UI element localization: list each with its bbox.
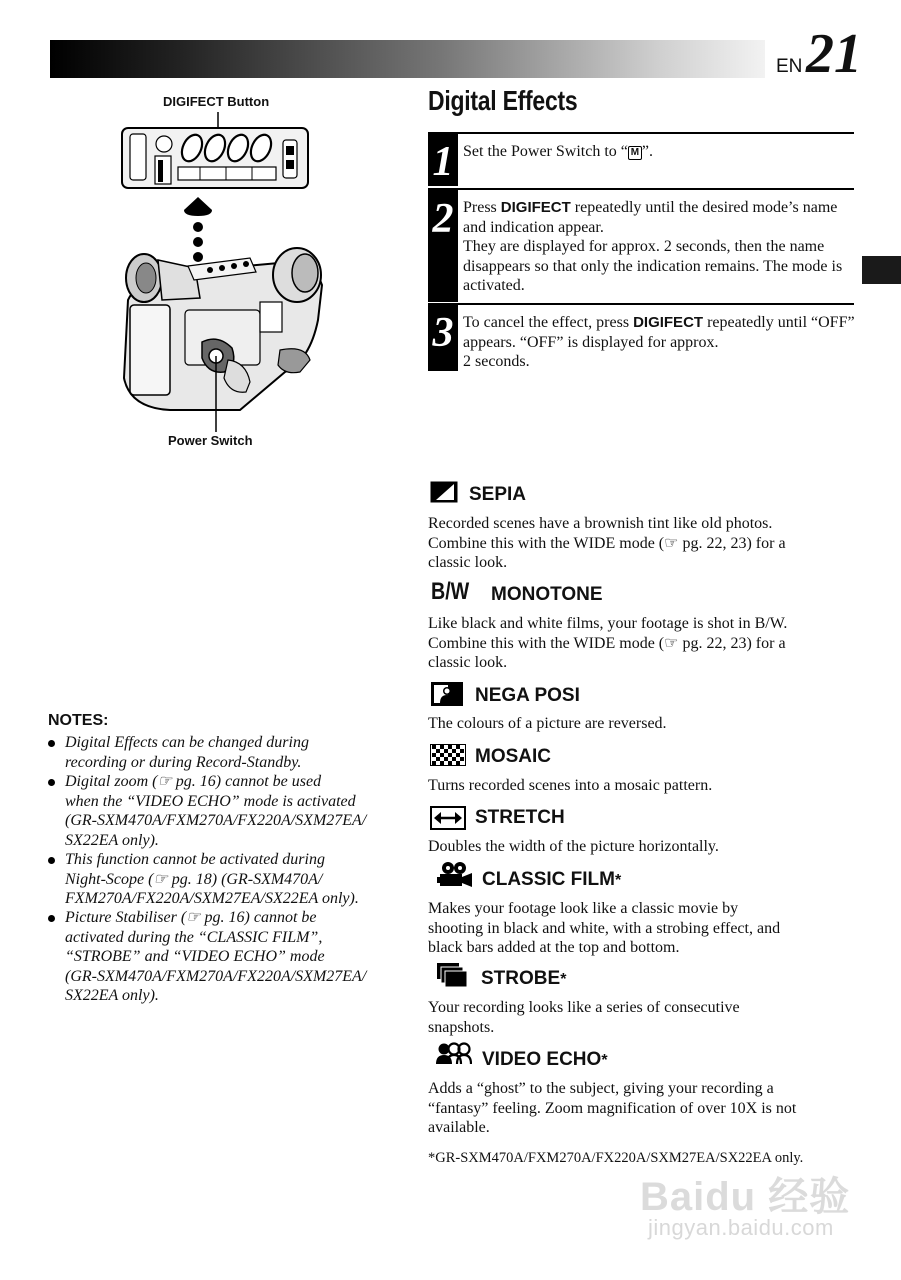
effect-title-classic-film — [482, 869, 621, 891]
step-2-number: 2 — [432, 196, 454, 242]
nega-posi-icon — [430, 681, 464, 707]
strobe-star: * — [560, 971, 567, 988]
effect-desc-nega-posi: The colours of a picture are reversed. — [428, 715, 667, 732]
effect-desc-video-echo: Adds a “ghost” to the subject, giving your recording a “fantasy” feeling. Zoom magnification of over 10X is not available. — [428, 1080, 797, 1136]
step-2-rule — [428, 188, 854, 190]
page-number: 21 — [806, 23, 862, 85]
step-1-rule — [428, 132, 854, 134]
step-1-number-box — [428, 134, 458, 186]
step-2-text-post: repeatedly until the desired mode’s name and indication appear. — [463, 199, 838, 236]
step-3-text-post: repeatedly until “OFF” appears. “OFF” is displayed for approx. — [463, 314, 855, 351]
effect-title-strobe — [481, 968, 566, 990]
step-3-rule — [428, 303, 854, 305]
sepia-icon — [430, 481, 458, 503]
effect-desc-stretch: Doubles the width of the picture horizontally. — [428, 838, 719, 855]
effect-title-sepia: SEPIA — [469, 484, 527, 505]
effect-title-monotone: MONOTONE — [491, 584, 603, 605]
step-3-number-box — [428, 305, 458, 371]
step-3-number: 3 — [432, 310, 454, 356]
step-3-text — [463, 313, 855, 372]
classic-film-title: CLASSIC FILM — [482, 869, 615, 890]
step-3-text-extra: 2 seconds. — [463, 353, 530, 370]
side-tab-marker — [862, 256, 901, 284]
step-3-digifect: DIGIFECT — [633, 314, 704, 331]
classic-film-star: * — [615, 872, 622, 889]
note-item: Digital zoom (☞ pg. 16) cannot be used when the “VIDEO ECHO” mode is activated (GR-SXM470A/FXM270A/FX220A/SXM27EA/ SX22EA only). — [48, 772, 408, 850]
step-1-text-before: Set the Power Switch to “ — [463, 143, 628, 160]
step-3-text-pre: To cancel the effect, press — [463, 314, 634, 331]
step-1-text-after: ”. — [641, 143, 653, 160]
power-switch-label: Power Switch — [168, 433, 253, 448]
note-item: Picture Stabiliser (☞ pg. 16) cannot be activated during the “CLASSIC FILM”, “STROBE” and “VIDEO ECHO” mode (GR-SXM470A/FXM270A/FX220A/SXM27EA/ SX22EA only). — [48, 908, 408, 1006]
effect-desc-strobe: Your recording looks like a series of consecutive snapshots. — [428, 999, 740, 1036]
step-2-text-pre: Press — [463, 199, 501, 216]
video-echo-icon — [434, 1042, 472, 1068]
effect-title-mosaic: MOSAIC — [475, 746, 551, 767]
video-echo-star: * — [601, 1052, 608, 1069]
camcorder-illustration — [100, 110, 340, 440]
effect-title-nega-posi: NEGA POSI — [475, 685, 580, 706]
section-title: Digital Effects — [428, 85, 578, 116]
footnote: *GR-SXM470A/FXM270A/FX220A/SXM27EA/SX22EA only. — [428, 1150, 804, 1166]
effect-desc-monotone: Like black and white films, your footage is shot in B/W. Combine this with the WIDE mode (☞ pg. 22, 23) for a classic look. — [428, 615, 788, 671]
header-bar — [50, 40, 765, 78]
strobe-icon — [436, 962, 472, 990]
strobe-title: STROBE — [481, 968, 561, 989]
step-1-text — [463, 142, 855, 162]
effect-desc-classic-film: Makes your footage look like a classic movie by shooting in black and white, with a strobing effect, and black bars added at the top and bottom. — [428, 900, 781, 956]
video-echo-title: VIDEO ECHO — [482, 1049, 602, 1070]
page-language-label: EN — [776, 56, 803, 77]
movie-camera-icon — [436, 861, 474, 889]
step-1-number: 1 — [432, 139, 454, 185]
step-2-digifect: DIGIFECT — [500, 199, 571, 216]
note-item: Digital Effects can be changed during recording or during Record-Standby. — [48, 733, 408, 772]
watermark-url: jingyan.baidu.com — [648, 1215, 834, 1240]
effect-desc-sepia: Recorded scenes have a brownish tint like old photos. Combine this with the WIDE mode (☞ pg. 22, 23) for a classic look. — [428, 515, 786, 571]
stretch-icon — [430, 806, 466, 830]
effect-title-stretch: STRETCH — [475, 807, 565, 828]
watermark-logo: Baidu 经验 — [640, 1175, 851, 1219]
notes-heading: NOTES: — [48, 712, 109, 729]
bw-icon: B/W — [431, 578, 470, 605]
effect-title-video-echo — [482, 1049, 608, 1071]
note-item: This function cannot be activated during Night-Scope (☞ pg. 18) (GR-SXM470A/ FXM270A/FX220A/SXM27EA/SX22EA only). — [48, 850, 408, 909]
manual-mode-icon: M — [628, 146, 642, 160]
digifect-button-label: DIGIFECT Button — [163, 94, 270, 109]
step-2-text — [463, 198, 855, 296]
step-2-number-box — [428, 190, 458, 302]
mosaic-icon — [430, 744, 466, 766]
effect-desc-mosaic: Turns recorded scenes into a mosaic pattern. — [428, 777, 713, 794]
step-2-text-extra: They are displayed for approx. 2 seconds, then the name disappears so that only the indication remains. The mode is activated. — [463, 238, 843, 294]
